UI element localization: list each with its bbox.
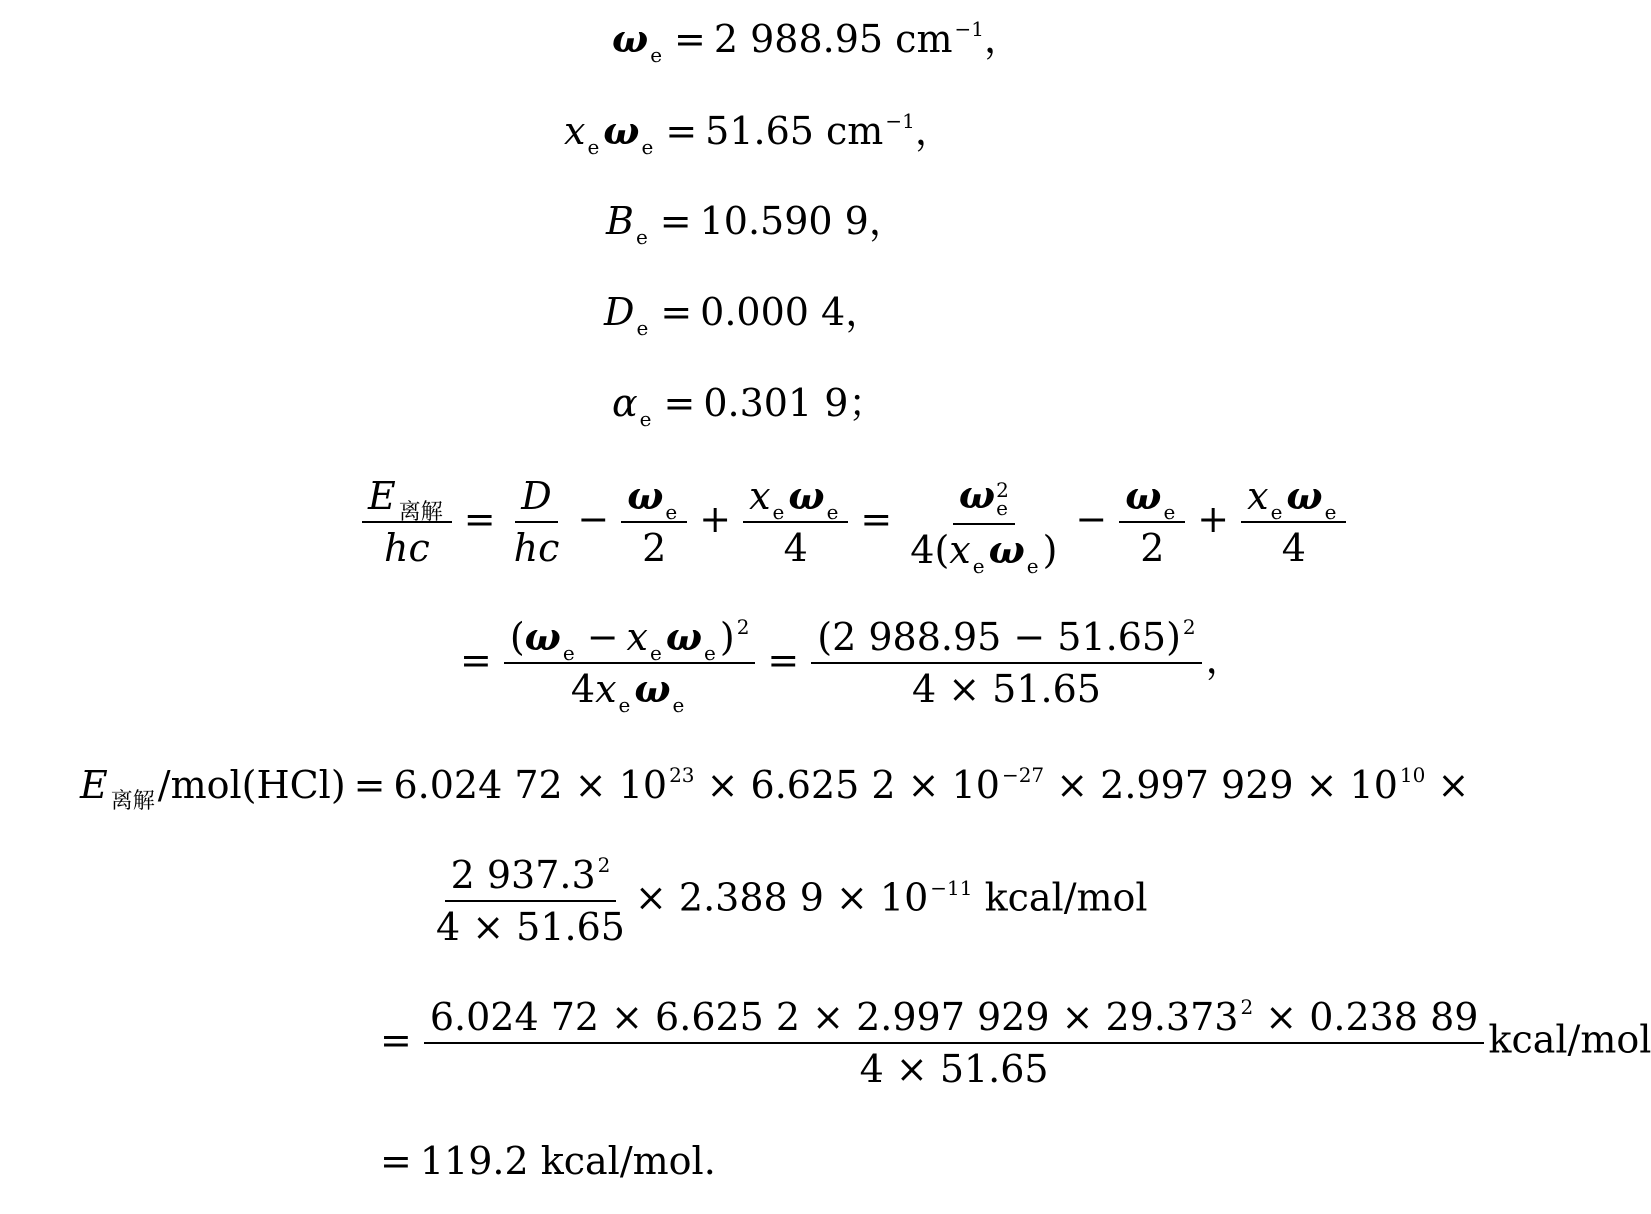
subscript-e: e (972, 553, 985, 578)
coefficient-4: 4 (570, 667, 596, 711)
fraction-numeric (811, 615, 1201, 711)
e-symbol: E (80, 763, 108, 807)
fraction-omega-squared-over-4xe-omega (904, 472, 1063, 578)
omega-e-exponent: −1 (954, 17, 984, 41)
fraction-symbolic (504, 614, 756, 717)
subscript-e: e (772, 500, 785, 525)
exponent-2: 2 (1240, 995, 1254, 1019)
omega-e-value: 2 988.95 cm (713, 17, 953, 61)
constant-alpha-e (612, 381, 887, 431)
fraction-omega-over-2 (621, 473, 687, 571)
subscript-e: e (635, 225, 648, 249)
per-mol-hcl: /mol(HCl) (157, 763, 346, 807)
alpha-symbol: α (612, 381, 638, 425)
omega-symbol: ω (1125, 473, 1162, 519)
x-symbol: x (1247, 474, 1269, 519)
fraction-denominator: 4 × 51.65 (436, 905, 625, 949)
omega-symbol: ω (524, 614, 561, 659)
subscript-e: e (1026, 553, 1039, 578)
planck-factor: × 6.625 2 × 10 (694, 763, 1000, 807)
minus-sign: − (586, 615, 619, 659)
exponent-2: 2 (597, 853, 611, 877)
xe-omega-e-exponent: −1 (885, 109, 915, 133)
xe-omega-e-value: 51.65 cm (705, 109, 884, 153)
avogadro-exponent: 23 (669, 763, 695, 787)
equals-sign: = (660, 290, 693, 334)
omega-symbol: ω (627, 473, 664, 519)
c-symbol: c (408, 526, 430, 571)
denominator-2: 2 (642, 526, 667, 571)
fraction-xe-omega-over-4 (1241, 473, 1346, 571)
subscript-e: e (996, 495, 1008, 520)
b-symbol: B (606, 199, 634, 243)
constant-xe-omega-e (564, 108, 953, 159)
light-speed-factor: × 2.997 929 × 10 (1044, 763, 1398, 807)
energy-result (372, 1139, 716, 1183)
combined-denominator: 4 × 51.65 (859, 1047, 1049, 1091)
subscript-e: e (650, 43, 663, 67)
subscript-e: e (649, 641, 662, 665)
omega-symbol: ω (634, 666, 671, 711)
denominator-2: 2 (1140, 526, 1165, 571)
comma: ， (845, 290, 884, 334)
minus-sign: − (577, 496, 610, 541)
subscript-e: e (826, 500, 839, 525)
subscript-e: e (672, 693, 685, 717)
fraction-e-over-hc (362, 474, 452, 571)
omega-symbol: ω (1286, 473, 1323, 519)
numeric-denominator: 4 × 51.65 (911, 667, 1101, 711)
omega-symbol: ω (958, 472, 996, 517)
denominator-4: 4 (1281, 526, 1306, 571)
unit-kcal-mol: kcal/mol (1488, 1017, 1651, 1062)
subscript-e: e (618, 693, 631, 717)
exponent-2: 2 (1182, 615, 1196, 639)
subscript-e: e (641, 135, 654, 159)
h-symbol: h (383, 526, 409, 571)
e-symbol: E (368, 474, 396, 519)
conversion-factor: × 2.388 9 × 10 (634, 875, 929, 920)
dissociation-subscript: 离解 (398, 500, 443, 526)
fraction-numerator: 2 937.3 (450, 853, 596, 897)
b-e-value: 10.590 9 (699, 199, 869, 243)
omega-symbol: ω (788, 473, 825, 519)
x-symbol: x (564, 109, 586, 153)
close-paren: ) (1042, 527, 1058, 572)
plus-sign: + (1197, 496, 1230, 541)
x-symbol: x (749, 474, 771, 519)
semicolon: ； (848, 381, 887, 425)
derivation-step-2 (452, 614, 1244, 717)
constant-omega-e (612, 16, 1022, 67)
equals-sign: = (380, 1139, 412, 1183)
fraction-d-over-hc (508, 474, 566, 571)
subscript-e: e (587, 135, 600, 159)
subscript-e: e (1163, 500, 1176, 525)
conversion-exponent: −11 (930, 875, 973, 900)
x-symbol: x (595, 667, 617, 711)
close-paren: ) (719, 615, 735, 659)
fraction-omega-over-2 (1119, 473, 1185, 571)
numeric-numerator: (2 988.95 − 51.65) (817, 615, 1181, 659)
exponent-2: 2 (996, 477, 1009, 502)
planck-exponent: −27 (1001, 763, 1045, 787)
comma: ， (1205, 637, 1244, 682)
equals-sign: = (380, 1017, 412, 1062)
equals-sign: = (663, 381, 696, 425)
subscript-e: e (562, 641, 575, 665)
equals-sign: = (460, 637, 492, 682)
subscript-e: e (704, 641, 716, 665)
d-e-value: 0.000 4 (700, 290, 846, 334)
avogadro-factor: 6.024 72 × 10 (393, 763, 668, 807)
fraction-xe-omega-over-4 (743, 473, 848, 571)
omega-symbol: ω (603, 108, 640, 153)
comma: ， (983, 17, 1022, 61)
light-speed-exponent: 10 (1399, 763, 1426, 787)
c-symbol: c (538, 526, 560, 571)
subscript-e: e (1324, 500, 1337, 525)
open-paren: ( (509, 615, 525, 659)
equals-sign: = (767, 637, 800, 682)
dissociation-energy-derivation (358, 472, 1350, 578)
constant-b-e (606, 199, 907, 249)
minus-sign: − (1075, 496, 1108, 541)
constant-d-e (604, 290, 884, 340)
open-4: 4( (910, 527, 950, 572)
dissociation-subscript: 离解 (110, 789, 155, 814)
trailing-times: × (1425, 763, 1470, 807)
combined-numerator: 6.024 72 × 6.625 2 × 2.997 929 × 29.373 (429, 995, 1239, 1039)
equals-sign: = (674, 17, 706, 61)
omega-symbol: ω (988, 526, 1025, 572)
unit-kcal-mol: kcal/mol (972, 875, 1148, 920)
x-symbol: x (626, 615, 648, 659)
subscript-e: e (665, 500, 678, 525)
energy-per-mol-line-3 (372, 995, 1651, 1091)
h-symbol: h (513, 526, 539, 571)
equals-sign: = (665, 109, 698, 153)
plus-sign: + (699, 496, 732, 541)
comma: ， (868, 199, 907, 243)
comma: ， (914, 109, 953, 153)
exponent-2: 2 (736, 615, 750, 639)
omega-symbol: ω (665, 614, 703, 659)
equals-sign: = (860, 496, 893, 541)
equals-sign: = (463, 496, 496, 541)
x-symbol: x (949, 527, 971, 572)
result-value: 119.2 kcal/mol. (419, 1139, 716, 1183)
energy-per-mol-line-2 (426, 853, 1148, 949)
fraction-2937-over-4x51 (430, 853, 631, 949)
subscript-e: e (639, 407, 652, 431)
omega-symbol: ω (612, 16, 649, 61)
subscript-e: e (636, 316, 649, 340)
combined-numerator-tail: × 0.238 89 (1253, 995, 1479, 1039)
equals-sign: = (353, 763, 386, 807)
denominator-4: 4 (783, 526, 808, 571)
d-symbol: D (604, 290, 635, 334)
fraction-combined (424, 995, 1485, 1091)
alpha-e-value: 0.301 9 (703, 381, 849, 425)
energy-per-mol-line-1 (80, 763, 1470, 814)
d-symbol: D (515, 477, 557, 523)
equals-sign: = (659, 199, 692, 243)
subscript-e: e (1270, 500, 1283, 525)
